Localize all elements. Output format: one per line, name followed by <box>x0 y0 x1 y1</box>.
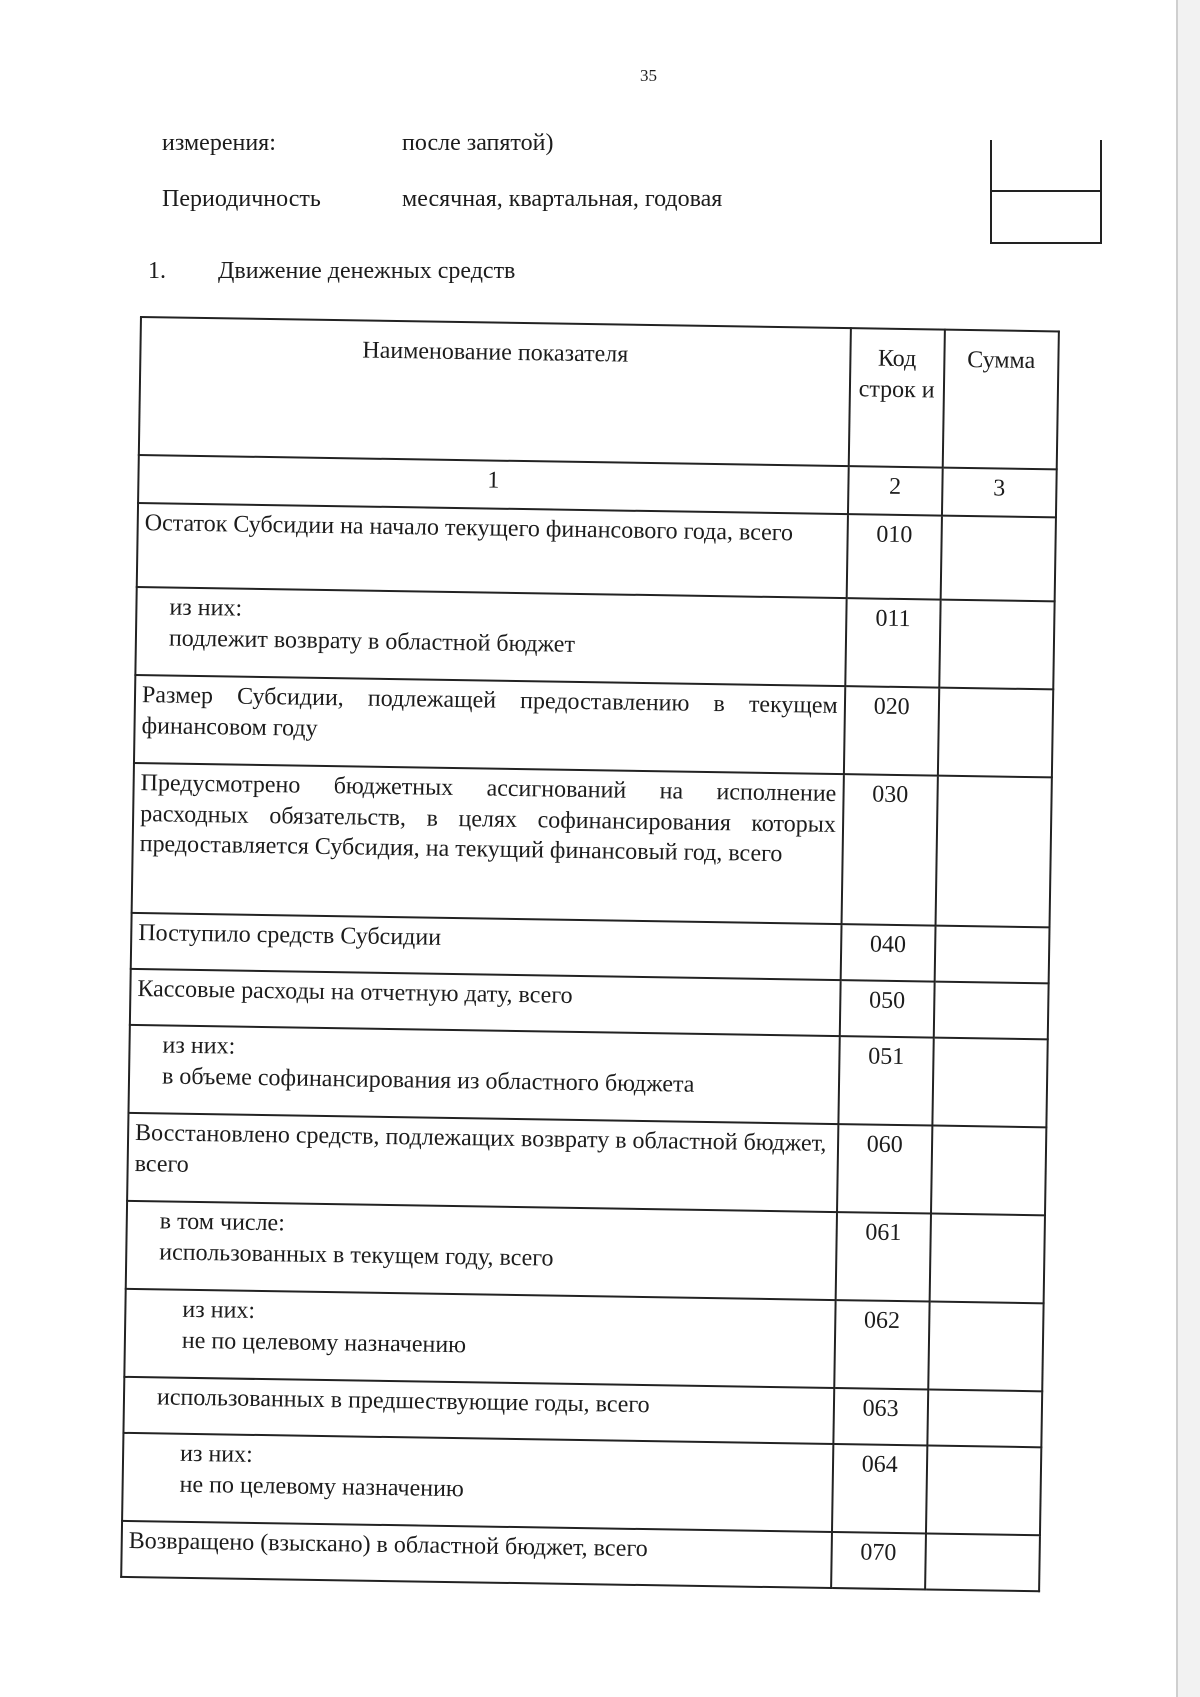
period-label: Периодичность <box>162 186 321 212</box>
row-sum <box>925 1533 1040 1591</box>
row-code: 011 <box>845 598 940 687</box>
table-row <box>124 1289 1043 1391</box>
row-name-line: Поступило средств Субсидии <box>138 920 442 951</box>
period-line <box>162 186 722 213</box>
row-name-line: подлежит возврату в областной бюджет <box>168 625 576 658</box>
row-name-line: Восстановлено средств, подлежащих возврату в областной бюджет, всего <box>134 1120 827 1178</box>
table-row <box>126 1201 1045 1303</box>
code-box-divider <box>992 190 1100 192</box>
row-sum <box>929 1214 1045 1304</box>
row-sum <box>939 600 1055 690</box>
table-row <box>137 503 1056 601</box>
header-sum: Сумма <box>942 330 1058 470</box>
unit-label: измерения: <box>162 130 276 156</box>
row-name-line: из них: <box>179 1440 254 1468</box>
row-name <box>135 587 846 686</box>
section-number: 1. <box>148 258 166 284</box>
row-sum <box>932 1038 1048 1128</box>
row-name <box>137 503 848 598</box>
row-name-line: Остаток Субсидии на начало текущего финансового года, всего <box>144 510 794 547</box>
row-sum <box>927 1390 1042 1448</box>
row-sum <box>931 1126 1047 1216</box>
row-code: 010 <box>846 514 941 599</box>
row-name-line: Размер Субсидии, подлежащей предоставлению в текущем финансовом году <box>141 682 838 742</box>
row-name <box>127 1113 838 1212</box>
row-code: 064 <box>832 1444 927 1533</box>
table-header-row <box>139 317 1059 469</box>
table-row <box>128 1025 1047 1127</box>
row-name-line: в объеме софинансирования из областного бюджета <box>161 1063 695 1098</box>
row-name <box>122 1433 833 1532</box>
row-sum <box>940 516 1056 602</box>
row-name-line: из них: <box>162 1032 236 1060</box>
page-edge <box>1176 0 1200 1697</box>
row-sum <box>926 1446 1042 1536</box>
row-name <box>134 675 845 774</box>
row-sum <box>935 776 1052 928</box>
row-name <box>124 1289 835 1388</box>
row-name <box>121 1521 832 1588</box>
code-box <box>990 140 1102 244</box>
section-title <box>148 258 515 285</box>
row-name-line: не по целевому назначению <box>181 1327 467 1358</box>
period-value: месячная, квартальная, годовая <box>402 186 723 212</box>
row-sum <box>934 926 1049 984</box>
row-code: 030 <box>841 774 937 925</box>
row-name-line: использованных в текущем году, всего <box>159 1239 554 1272</box>
row-code: 051 <box>838 1036 933 1125</box>
row-name <box>128 1025 839 1124</box>
row-code: 050 <box>840 980 935 1037</box>
row-sum <box>928 1302 1044 1392</box>
table-row <box>134 675 1053 777</box>
unit-value: после запятой) <box>402 130 554 156</box>
column-number: 3 <box>942 468 1057 518</box>
cash-flow-table <box>120 316 1060 1592</box>
header-code: Код строк и <box>848 328 944 467</box>
row-name-line: не по целевому назначению <box>179 1471 465 1502</box>
row-code: 062 <box>834 1300 929 1389</box>
row-code: 063 <box>833 1388 928 1445</box>
row-sum <box>938 688 1054 778</box>
table-row <box>122 1433 1041 1535</box>
row-code: 040 <box>840 924 935 981</box>
section-title-text: Движение денежных средств <box>218 258 516 284</box>
row-code: 020 <box>844 686 939 775</box>
unit-line <box>162 130 553 157</box>
column-number: 2 <box>848 466 943 515</box>
row-code: 061 <box>835 1212 930 1301</box>
table-row <box>135 587 1054 689</box>
page-number: 35 <box>640 66 657 85</box>
row-name-line: Предусмотрено бюджетных ассигнований на исполнение расходных обязательств, в целях софинансирования которых предоставляется Субсидия, на текущий финансовый год, всего <box>139 770 837 868</box>
row-name-line: использованных в предшествующие годы, всего <box>156 1384 650 1419</box>
row-name-line: из них: <box>182 1296 256 1324</box>
row-name-line: Кассовые расходы на отчетную дату, всего <box>137 976 573 1009</box>
row-name-line: из них: <box>169 594 243 622</box>
row-name-line: в том числе: <box>159 1208 286 1237</box>
row-code: 070 <box>831 1532 926 1589</box>
column-number: 1 <box>138 455 848 514</box>
row-name <box>126 1201 837 1300</box>
table-row <box>132 763 1052 927</box>
header-name: Наименование показателя <box>139 317 851 466</box>
row-name <box>132 763 844 924</box>
row-sum <box>933 982 1048 1040</box>
row-name-line: Возвращено (взыскано) в областной бюджет, всего <box>128 1527 648 1563</box>
row-code: 060 <box>837 1124 932 1213</box>
table-row <box>127 1113 1046 1215</box>
